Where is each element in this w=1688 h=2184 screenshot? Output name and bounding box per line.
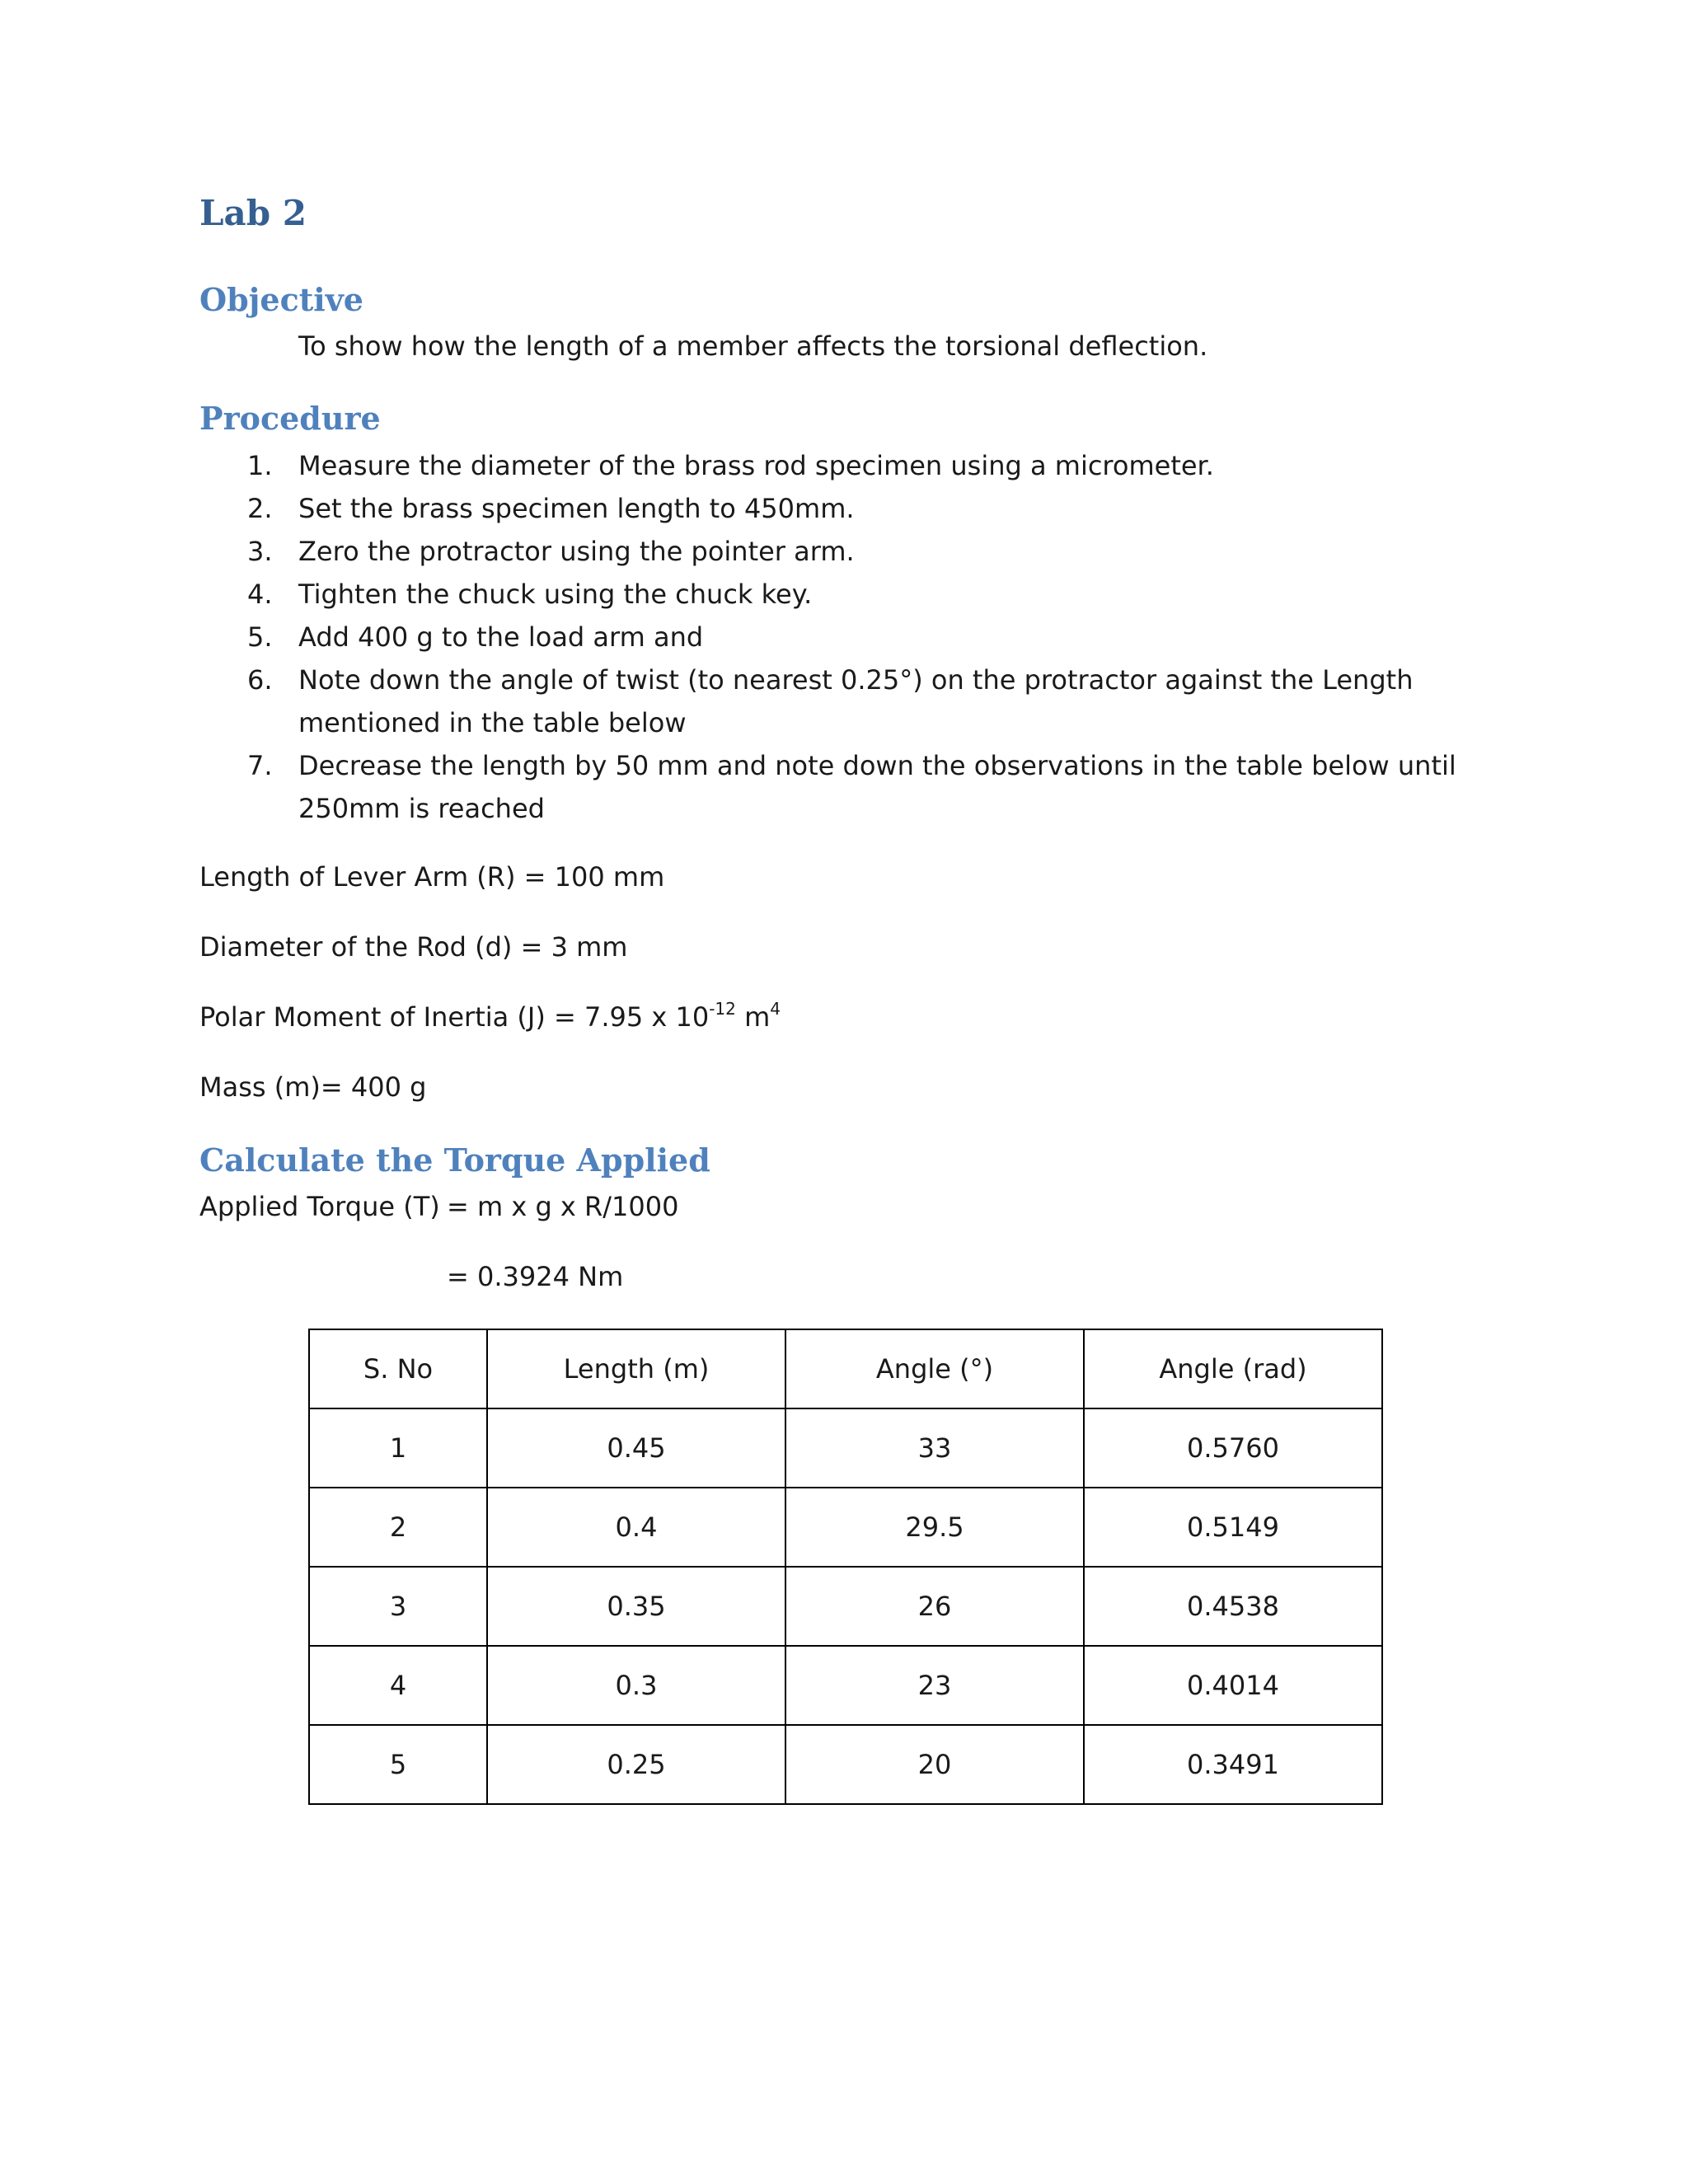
lever-arm-length: Length of Lever Arm (R) = 100 mm — [199, 861, 665, 893]
table-row — [309, 1488, 1382, 1567]
cell-s-no: 3 — [309, 1567, 487, 1646]
objective-heading: Objective — [199, 281, 363, 318]
cell-angle-rad: 0.5760 — [1084, 1408, 1382, 1488]
step-text: Decrease the length by 50 mm and note down the observations in the table below until 250mm is reached — [298, 750, 1456, 824]
step-number: 5. — [247, 621, 273, 653]
cell-length: 0.45 — [487, 1408, 785, 1488]
torque-result: = 0.3924 Nm — [447, 1261, 624, 1292]
torque-heading: Calculate the Torque Applied — [199, 1141, 710, 1179]
step-number: 3. — [247, 536, 273, 567]
objective-text: To show how the length of a member affects the torsional deflection. — [298, 330, 1208, 362]
cell-angle-rad: 0.5149 — [1084, 1488, 1382, 1567]
polar-moment-exponent: -12 — [709, 999, 736, 1019]
step-number: 6. — [247, 664, 273, 696]
step-number: 7. — [247, 750, 273, 781]
torque-label: Applied Torque (T) — [199, 1191, 440, 1222]
polar-moment-value: Polar Moment of Inertia (J) = 7.95 x 10 — [199, 1001, 710, 1033]
observations-table — [308, 1329, 1383, 1805]
torque-formula: = m x g x R/1000 — [447, 1191, 679, 1222]
cell-length: 0.25 — [487, 1725, 785, 1804]
cell-s-no: 5 — [309, 1725, 487, 1804]
cell-angle-deg: 23 — [785, 1646, 1084, 1725]
header-s-no: S. No — [309, 1329, 487, 1408]
cell-angle-deg: 29.5 — [785, 1488, 1084, 1567]
mass: Mass (m)= 400 g — [199, 1071, 427, 1103]
table-row — [309, 1725, 1382, 1804]
step-text: Zero the protractor using the pointer arm. — [298, 536, 855, 567]
polar-moment-unit-exponent: 4 — [770, 999, 781, 1019]
cell-angle-deg: 26 — [785, 1567, 1084, 1646]
table-row — [309, 1646, 1382, 1725]
procedure-heading: Procedure — [199, 400, 381, 437]
cell-length: 0.4 — [487, 1488, 785, 1567]
cell-angle-deg: 20 — [785, 1725, 1084, 1804]
step-text: Measure the diameter of the brass rod specimen using a micrometer. — [298, 450, 1214, 481]
cell-angle-deg: 33 — [785, 1408, 1084, 1488]
cell-s-no: 4 — [309, 1646, 487, 1725]
step-number: 4. — [247, 579, 273, 610]
step-text: Note down the angle of twist (to nearest 0.25°) on the protractor against the Length mentioned in the table below — [298, 664, 1414, 738]
cell-s-no: 2 — [309, 1488, 487, 1567]
header-length: Length (m) — [487, 1329, 785, 1408]
polar-moment-unit: m — [735, 1001, 771, 1033]
header-angle-rad: Angle (rad) — [1084, 1329, 1382, 1408]
cell-s-no: 1 — [309, 1408, 487, 1488]
polar-moment-of-inertia — [199, 999, 781, 1033]
cell-length: 0.3 — [487, 1646, 785, 1725]
header-angle-deg: Angle (°) — [785, 1329, 1084, 1408]
rod-diameter: Diameter of the Rod (d) = 3 mm — [199, 931, 628, 963]
step-text: Tighten the chuck using the chuck key. — [298, 579, 813, 610]
cell-angle-rad: 0.4538 — [1084, 1567, 1382, 1646]
table-header-row — [309, 1329, 1382, 1408]
table-row — [309, 1567, 1382, 1646]
table-row — [309, 1408, 1382, 1488]
cell-angle-rad: 0.3491 — [1084, 1725, 1382, 1804]
step-number: 2. — [247, 493, 273, 524]
cell-length: 0.35 — [487, 1567, 785, 1646]
step-number: 1. — [247, 450, 273, 481]
step-text: Add 400 g to the load arm and — [298, 621, 704, 653]
step-text: Set the brass specimen length to 450mm. — [298, 493, 855, 524]
cell-angle-rad: 0.4014 — [1084, 1646, 1382, 1725]
page-title: Lab 2 — [199, 193, 307, 233]
